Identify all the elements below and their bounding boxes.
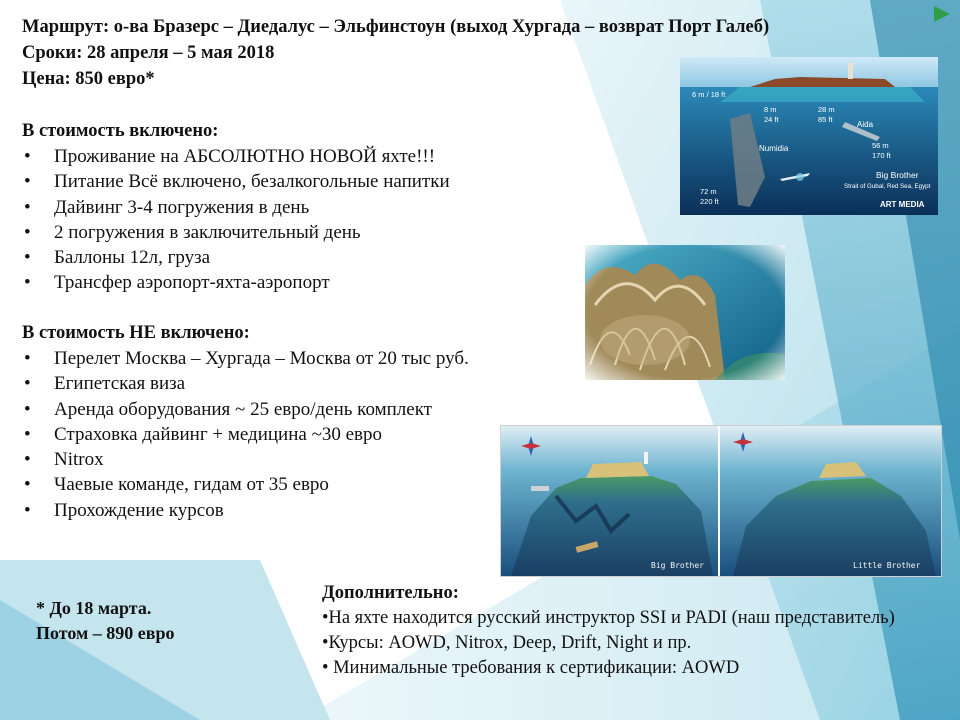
route-line: Маршрут: о-ва Бразерс – Диедалус – Эльфинстоун (выход Хургада – возврат Порт Галеб) — [22, 17, 770, 37]
map-label: 85 ft — [818, 115, 833, 124]
included-list — [22, 144, 450, 296]
list-item: • Nitrox — [22, 447, 469, 472]
list-item: • Прохождение курсов — [22, 498, 469, 523]
list-item: • Баллоны 12л, груза — [22, 245, 450, 270]
map-label: Aida — [857, 120, 874, 129]
watermark-logo: ART MEDIA — [880, 200, 925, 209]
lighthouse-icon — [644, 452, 648, 464]
excluded-section — [22, 320, 469, 523]
map-subtitle: Strait of Gubal, Red Sea, Egypt — [844, 183, 931, 190]
lighthouse-icon — [848, 63, 853, 79]
list-item: • Чаевые команде, гидам от 35 евро — [22, 472, 469, 497]
included-title: В стоимость включено: — [22, 121, 219, 141]
map-label: 8 m — [764, 105, 777, 114]
caption-little-brother: Little Brother — [853, 561, 921, 570]
list-item: • Проживание на АБСОЛЮТНО НОВОЙ яхте!!! — [22, 144, 450, 169]
list-item: • Трансфер аэропорт-яхта-аэропорт — [22, 270, 450, 295]
map-label: 56 m — [872, 141, 889, 150]
map-label: 28 m — [818, 105, 835, 114]
extra-line: • Минимальные требования к сертификации: AOWD — [322, 658, 740, 678]
footnote-line: * До 18 марта. — [36, 598, 152, 618]
map-label: 6 m / 18 ft — [692, 90, 726, 99]
list-item: • Питание Всё включено, безалкогольные напитки — [22, 169, 450, 194]
island-top-shape — [586, 462, 649, 478]
map-label: 220 ft — [700, 197, 719, 206]
footnote — [36, 596, 175, 646]
list-item: • Дайвинг 3-4 погружения в день — [22, 195, 450, 220]
excluded-list — [22, 346, 469, 523]
excluded-title: В стоимость НЕ включено: — [22, 323, 250, 343]
footnote-line: Потом – 890 евро — [36, 623, 175, 643]
extra-section — [322, 581, 922, 681]
list-item: • Страховка дайвинг + медицина ~30 евро — [22, 422, 469, 447]
extra-line: •Курсы: AOWD, Nitrox, Deep, Drift, Night и пр. — [322, 633, 692, 653]
list-item: • Аренда оборудования ~ 25 евро/день комплект — [22, 397, 469, 422]
extra-title: Дополнительно: — [322, 583, 459, 603]
header-block — [22, 14, 769, 92]
list-item: • Перелет Москва – Хургада – Москва от 20 тыс руб. — [22, 346, 469, 371]
islands-cross-section-image — [500, 425, 942, 577]
caption-big-brother: Big Brother — [651, 561, 704, 570]
extra-line: •На яхте находится русский инструктор SSI и PADI (наш представитель) — [322, 608, 895, 628]
map-title: Big Brother — [876, 170, 919, 180]
map-label: 24 ft — [764, 115, 779, 124]
list-item: • Египетская виза — [22, 371, 469, 396]
price-line: Цена: 850 евро* — [22, 69, 155, 89]
included-section — [22, 118, 450, 296]
coral-photo — [585, 245, 785, 380]
map-label: Numidia — [759, 144, 789, 153]
map-label: 170 ft — [872, 151, 891, 160]
dates-line: Сроки: 28 апреля – 5 мая 2018 — [22, 43, 275, 63]
list-item: • 2 погружения в заключительный день — [22, 220, 450, 245]
map-label: 72 m — [700, 187, 717, 196]
